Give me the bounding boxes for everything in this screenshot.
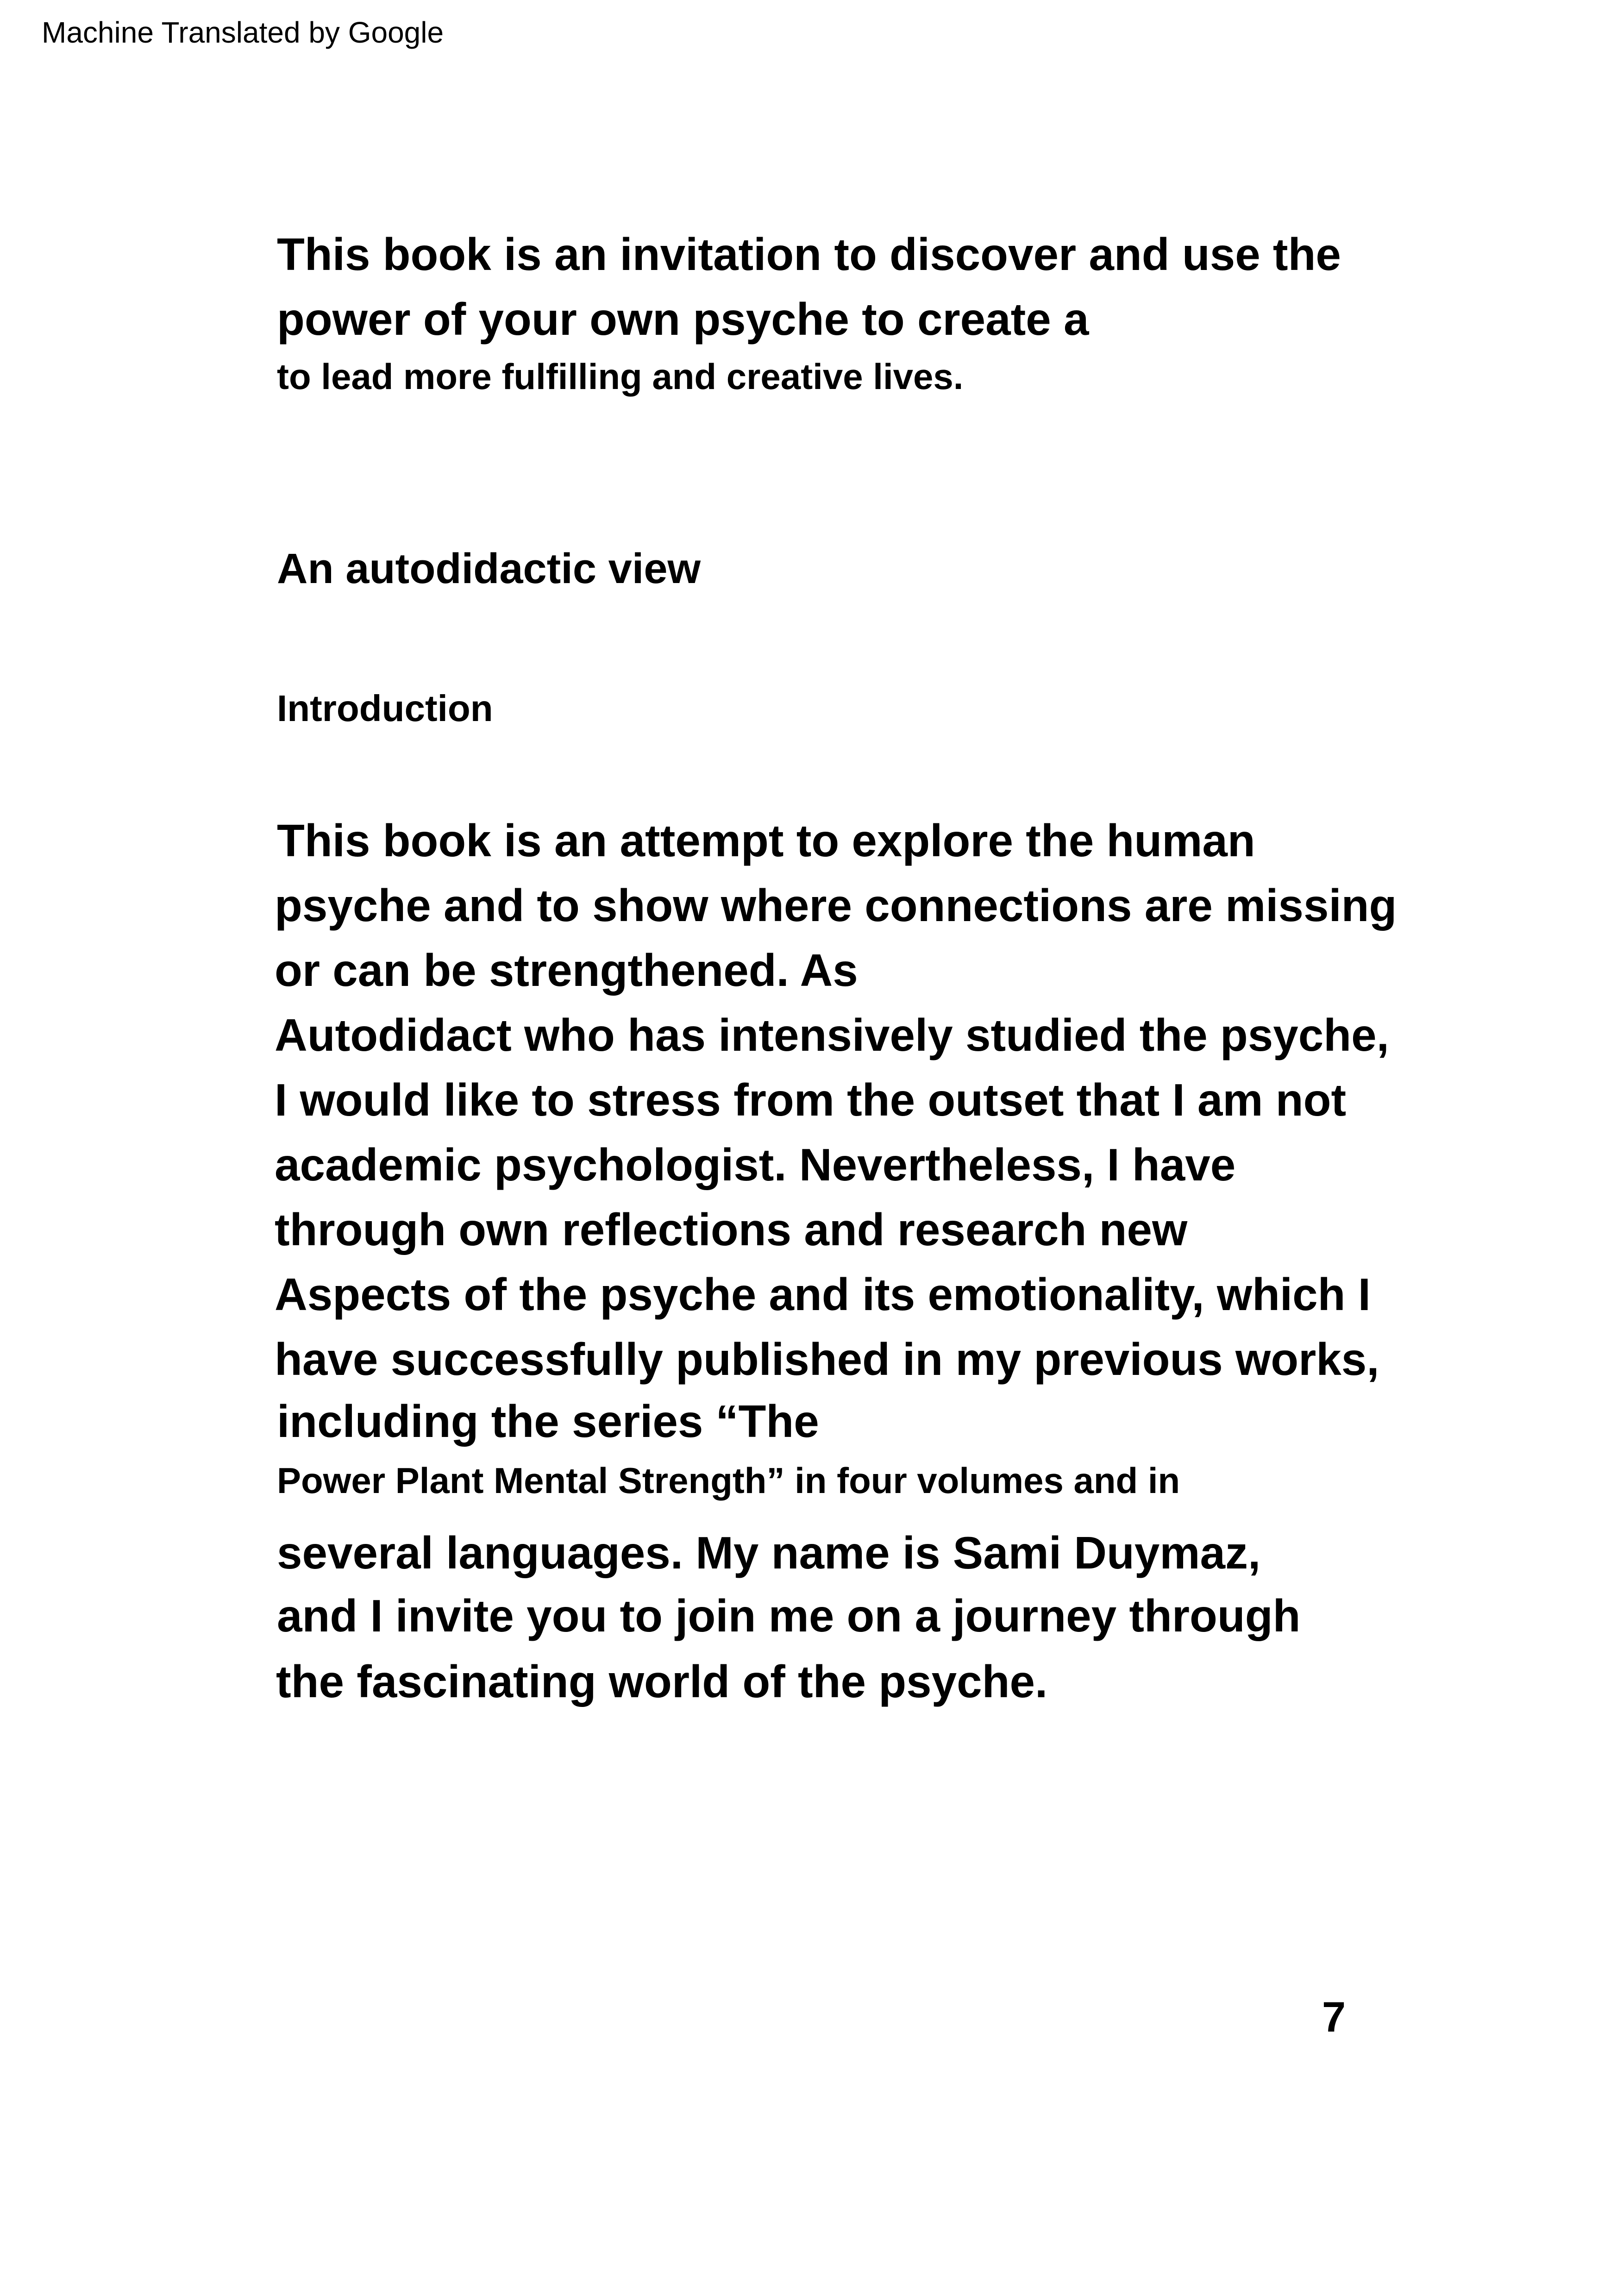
body-line-8: Aspects of the psyche and its emotionality, which I	[275, 1269, 1371, 1320]
body-line-1: This book is an attempt to explore the human	[277, 815, 1255, 866]
section-subheading: Introduction	[277, 688, 493, 729]
intro-line-2: power of your own psyche to create a	[277, 294, 1089, 345]
machine-translation-watermark: Machine Translated by Google	[42, 16, 444, 49]
section-heading: An autodidactic view	[277, 545, 701, 592]
body-line-6: academic psychologist. Nevertheless, I have	[275, 1139, 1236, 1190]
body-line-12: several languages. My name is Sami Duymaz,	[277, 1527, 1261, 1578]
body-line-7: through own reflections and research new	[275, 1204, 1188, 1255]
body-line-9: have successfully published in my previous works,	[275, 1334, 1379, 1385]
intro-line-3: to lead more fulfilling and creative lives.	[277, 356, 964, 397]
body-line-4: Autodidact who has intensively studied the psyche,	[275, 1010, 1389, 1060]
body-line-11: Power Plant Mental Strength” in four volumes and in	[277, 1460, 1180, 1501]
body-line-5: I would like to stress from the outset that I am not	[275, 1074, 1347, 1125]
body-line-10: including the series “The	[277, 1396, 819, 1447]
page-number: 7	[1322, 1994, 1346, 2041]
body-line-2: psyche and to show where connections are missing	[275, 880, 1397, 931]
intro-line-1: This book is an invitation to discover and use the	[277, 229, 1341, 280]
body-line-13: and I invite you to join me on a journey through	[277, 1590, 1301, 1641]
body-line-14: the fascinating world of the psyche.	[276, 1656, 1048, 1707]
body-line-3: or can be strengthened. As	[275, 945, 858, 996]
